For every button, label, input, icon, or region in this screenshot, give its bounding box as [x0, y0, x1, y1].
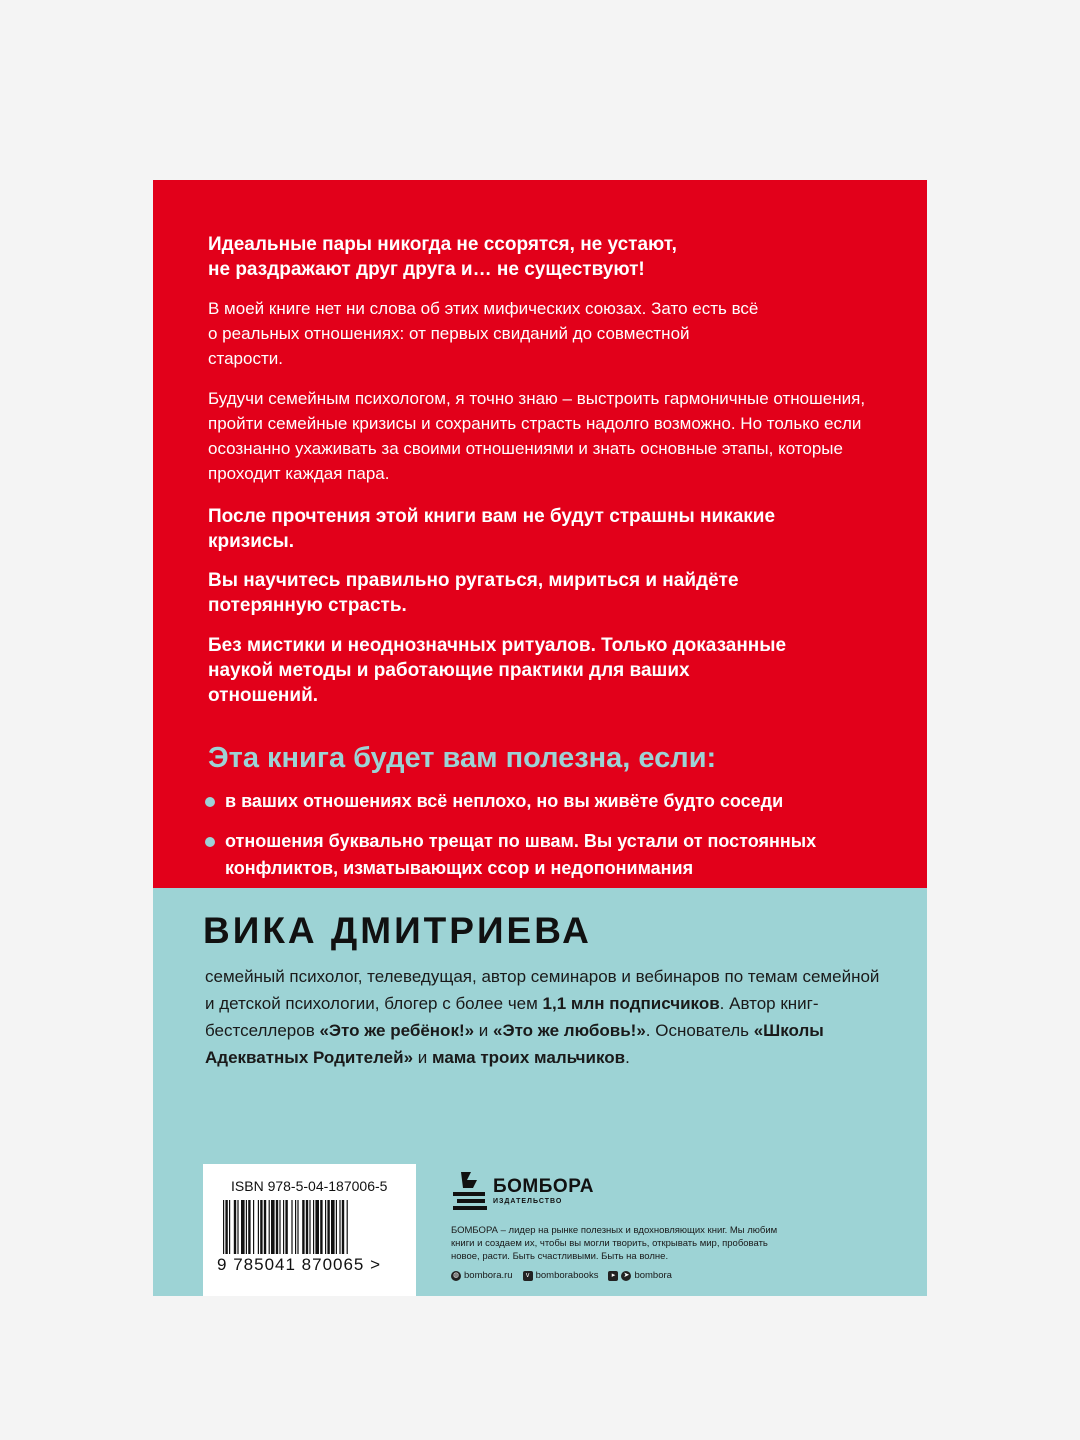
bombora-logo-icon	[451, 1170, 489, 1214]
description-panel	[153, 180, 927, 888]
ean-digits: 9 785041 870065 >	[217, 1255, 382, 1274]
bullet-dot-icon	[205, 837, 215, 847]
publisher-sub: ИЗДАТЕЛЬСТВО	[493, 1198, 563, 1205]
lead-text	[208, 232, 888, 282]
lead-line-1: Идеальные пары никогда не ссорятся, не устают,	[208, 234, 677, 255]
barcode-icon	[223, 1200, 393, 1254]
bold-paragraph-3: Без мистики и неоднозначных ритуалов. Только доказанные наукой методы и работающие практики для ваших отношений.	[208, 635, 787, 706]
lead-line-2: не раздражают друг друга и… не существуют!	[208, 259, 645, 280]
publisher-name: БОМБОРА	[493, 1176, 594, 1197]
publisher-logo	[451, 1168, 781, 1218]
book-back-cover	[153, 180, 927, 1296]
video-icon: ▸	[608, 1271, 618, 1281]
bullet-item: отношения буквально трещат по швам. Вы устали от постоянных конфликтов, изматывающих ссор и недопонимания	[205, 828, 865, 882]
benefits-heading: Эта книга будет вам полезна, если:	[208, 742, 717, 774]
telegram-icon: ➤	[621, 1271, 631, 1281]
link-site[interactable]: ◍ bombora.ru	[452, 1270, 513, 1281]
bullet-dot-icon	[205, 797, 215, 807]
paragraph-2: Будучи семейным психологом, я точно знаю – выстроить гармоничные отношения, пройти семейные кризисы и сохранить страсть надолго возможно. Но только если осознанно ухаживать за своими отношениями и знать основные этапы, которые проходит каждая пара.	[208, 389, 866, 483]
bold-paragraph-2: Вы научитесь правильно ругаться, мириться и найдёте потерянную страсть.	[208, 570, 739, 616]
author-name: ВИКА ДМИТРИЕВА	[203, 910, 592, 951]
globe-icon: ◍	[452, 1271, 460, 1279]
bullet-item: в ваших отношениях всё неплохо, но вы живёте будто соседи	[205, 788, 925, 815]
vk-icon: v	[523, 1271, 533, 1281]
author-panel	[153, 888, 927, 1296]
paragraph-1: В моей книге нет ни слова об этих мифических союзах. Зато есть всё о реальных отношениях: от первых свиданий до совместной старости.	[208, 299, 759, 368]
publisher-text: БОМБОРА – лидер на рынке полезных и вдохновляющих книг. Мы любим книги и создаем их, чтобы вы могли творить, открывать мир, пробовать новое, расти. Быть счастливыми. Быть на волне.	[451, 1225, 778, 1262]
barcode-box	[203, 1164, 416, 1296]
author-bio: семейный психолог, телеведущая, автор семинаров и вебинаров по темам семейной и детской психологии, блогер с более чем 1,1 млн подписчиков. Автор книг-бестселлеров «Это же ребёнок!» и «Это же любовь!». Основатель «Школы Адекватных Родителей» и мама троих мальчиков.	[205, 967, 880, 1067]
publisher-block	[451, 1168, 781, 1281]
link-tg[interactable]: ▸ ➤ bombora	[608, 1270, 672, 1281]
bold-paragraph-1: После прочтения этой книги вам не будут страшны никакие кризисы.	[208, 506, 776, 552]
publisher-links	[451, 1270, 781, 1281]
isbn-text: ISBN 978-5-04-187006-5	[231, 1178, 388, 1194]
link-vk[interactable]: v bomborabooks	[523, 1270, 599, 1281]
